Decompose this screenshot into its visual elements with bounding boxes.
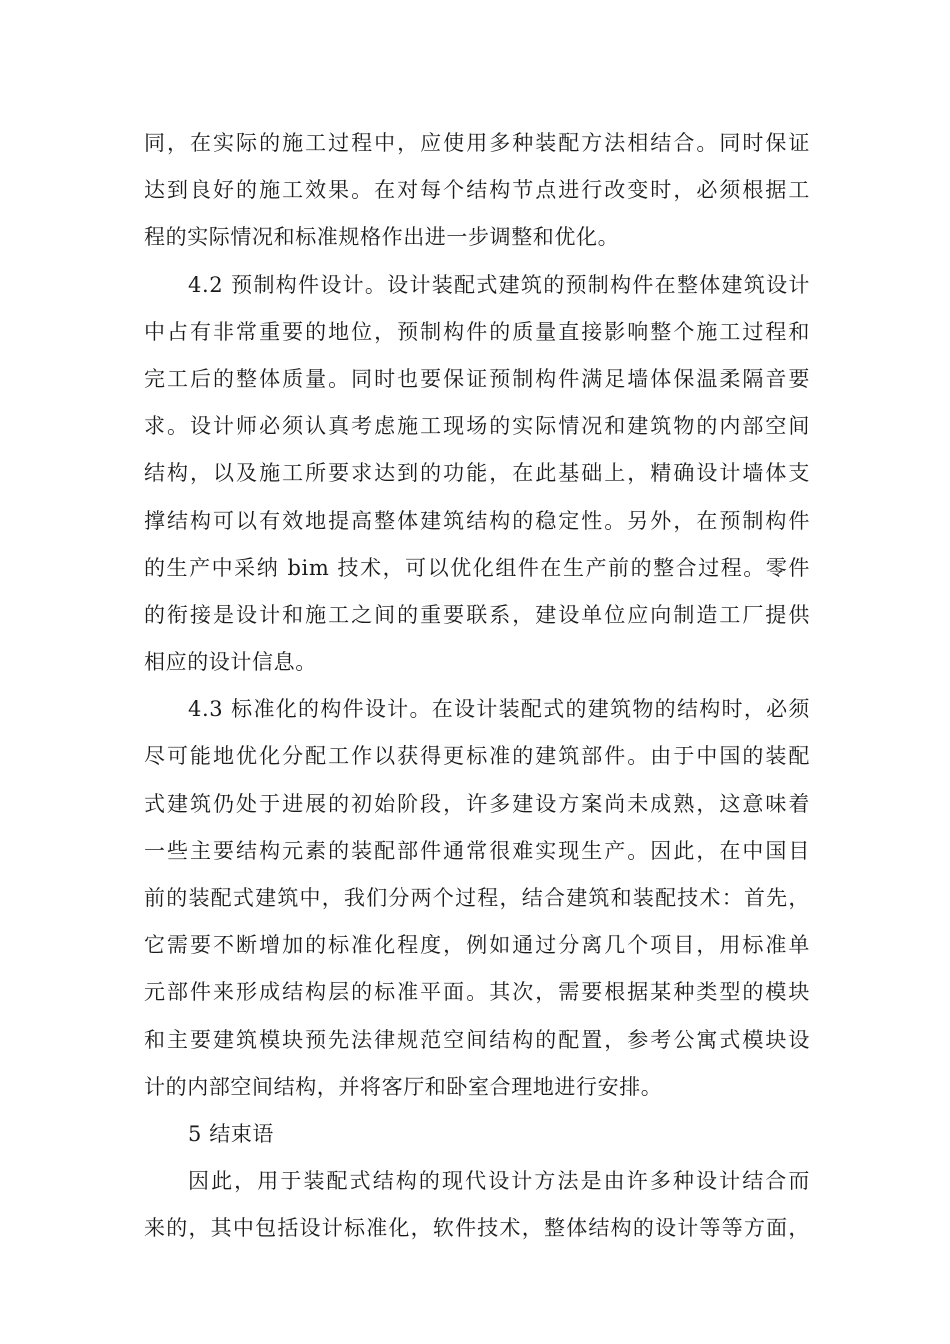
text-line: 前的装配式建筑中，我们分两个过程，结合建筑和装配技术：首先， bbox=[144, 886, 810, 910]
text-line: 4.2 预制构件设计。设计装配式建筑的预制构件在整体建筑设计 bbox=[188, 272, 810, 297]
text-line: 计的内部空间结构，并将客厅和卧室合理地进行安排。 bbox=[144, 1074, 663, 1099]
text-line: 的生产中采纳 bim 技术，可以优化组件在生产前的整合过程。零件 bbox=[144, 555, 810, 580]
text-line: 来的，其中包括设计标准化，软件技术，整体结构的设计等等方面， bbox=[144, 1216, 810, 1241]
text-line: 结构，以及施工所要求达到的功能，在此基础上，精确设计墙体支 bbox=[144, 461, 810, 486]
text-line: 中占有非常重要的地位，预制构件的质量直接影响整个施工过程和 bbox=[144, 319, 810, 344]
text-line: 元部件来形成结构层的标准平面。其次，需要根据某种类型的模块 bbox=[144, 980, 810, 1005]
text-line: 它需要不断增加的标准化程度，例如通过分离几个项目，用标准单 bbox=[144, 933, 810, 958]
text-line: 相应的设计信息。 bbox=[144, 650, 317, 675]
text-line: 4.3 标准化的构件设计。在设计装配式的建筑物的结构时，必须 bbox=[188, 697, 810, 722]
text-line: 程的实际情况和标准规格作出进一步调整和优化。 bbox=[144, 225, 620, 250]
text-line: 尽可能地优化分配工作以获得更标准的建筑部件。由于中国的装配 bbox=[144, 744, 810, 769]
body-text bbox=[144, 120, 810, 1253]
text-line: 撑结构可以有效地提高整体建筑结构的稳定性。另外，在预制构件 bbox=[144, 508, 810, 533]
text-line: 和主要建筑模块预先法律规范空间结构的配置，参考公寓式模块设 bbox=[144, 1027, 810, 1052]
text-line: 5 结束语 bbox=[188, 1121, 275, 1146]
text-line: 求。设计师必须认真考虑施工现场的实际情况和建筑物的内部空间 bbox=[144, 414, 810, 439]
text-line: 一些主要结构元素的装配部件通常很难实现生产。因此，在中国目 bbox=[144, 838, 810, 863]
text-line: 同，在实际的施工过程中，应使用多种装配方法相结合。同时保证 bbox=[144, 131, 810, 155]
text-line: 的衔接是设计和施工之间的重要联系，建设单位应向制造工厂提供 bbox=[144, 602, 810, 627]
text-line: 因此，用于装配式结构的现代设计方法是由许多种设计结合而 bbox=[188, 1169, 810, 1194]
text-line: 达到良好的施工效果。在对每个结构节点进行改变时，必须根据工 bbox=[144, 178, 810, 203]
text-line: 完工后的整体质量。同时也要保证预制构件满足墙体保温柔隔音要 bbox=[144, 366, 810, 391]
text-line: 式建筑仍处于进展的初始阶段，许多建设方案尚未成熟，这意味着 bbox=[144, 791, 810, 816]
